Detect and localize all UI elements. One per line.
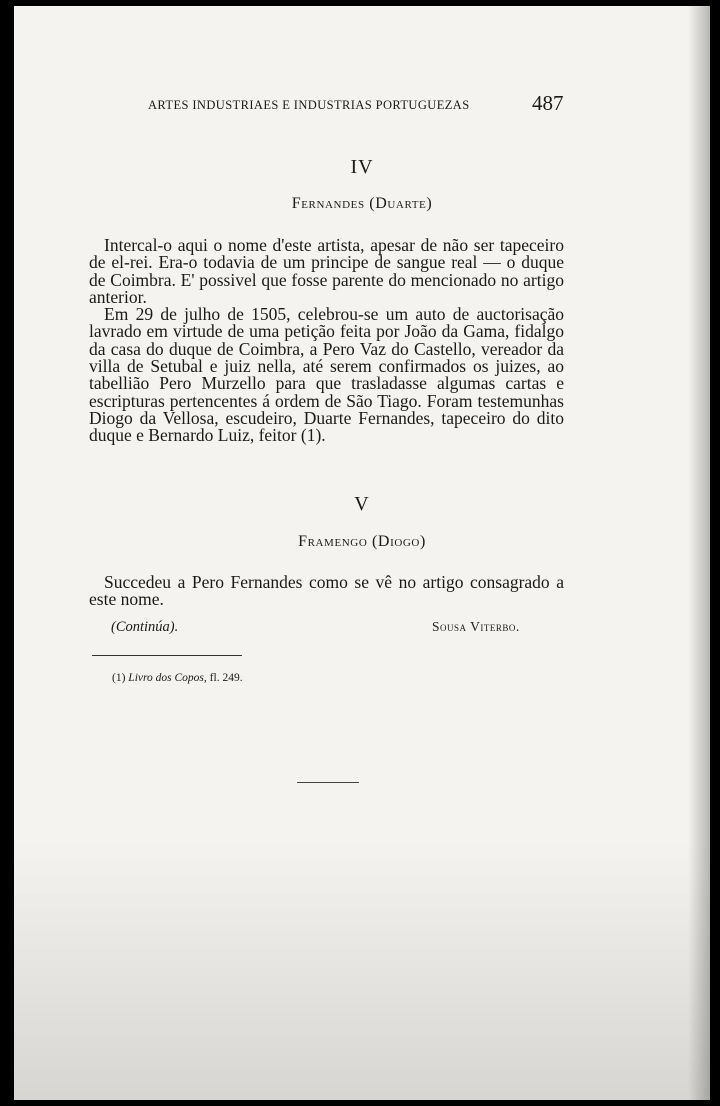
section-body-framengo	[89, 574, 564, 609]
footnote-divider	[92, 655, 242, 656]
footnote-title: Livro dos Copos,	[128, 672, 207, 684]
continua-note: (Continúa).	[111, 619, 179, 635]
paragraph: Intercal-o aqui o nome d'este artista, apesar de não ser tapeceiro de el-rei. Era-o todavia de um principe de sangue real — o duque de Coimbra. E' possivel que fosse parente do mencionado no artigo anterior.	[89, 235, 564, 307]
author-signature: Sousa Viterbo.	[432, 619, 520, 634]
footnote	[112, 672, 243, 684]
book-page	[14, 6, 710, 1100]
paragraph: Em 29 de julho de 1505, celebrou-se um auto de auctorisação lavrado em virtude de uma petição feita por João da Gama, fidalgo da casa do duque de Coimbra, a Pero Vaz do Castello, vereador da villa de Setubal e juiz nella, até serem confirmados os juizes, ao tabellião Pero Murzello para que trasladasse algumas cartas e escripturas pertencentes á ordem de São Tiago. Foram testemunhas Diogo da Vellosa, escudeiro, Duarte Fernandes, tapeceiro do dito duque e Bernardo Luiz, feitor (1).	[89, 304, 564, 446]
section-heading-fernandes: Fernandes (Duarte)	[291, 195, 433, 212]
footnote-reference: fl. 249.	[209, 672, 243, 684]
running-title: ARTES INDUSTRIAES E INDUSTRIAS PORTUGUEZAS	[148, 98, 470, 112]
end-divider	[297, 782, 359, 783]
section-body-fernandes	[89, 237, 564, 445]
section-heading-framengo: Framengo (Diogo)	[298, 533, 426, 550]
section-numeral-v: V	[354, 493, 370, 515]
paragraph: Succedeu a Pero Fernandes como se vê no artigo consagrado a este nome.	[89, 572, 564, 610]
page-number: 487	[532, 91, 564, 115]
footnote-marker: (1)	[112, 672, 126, 684]
page-bottom-shadow	[14, 840, 710, 1100]
section-numeral-iv: IV	[350, 156, 374, 178]
